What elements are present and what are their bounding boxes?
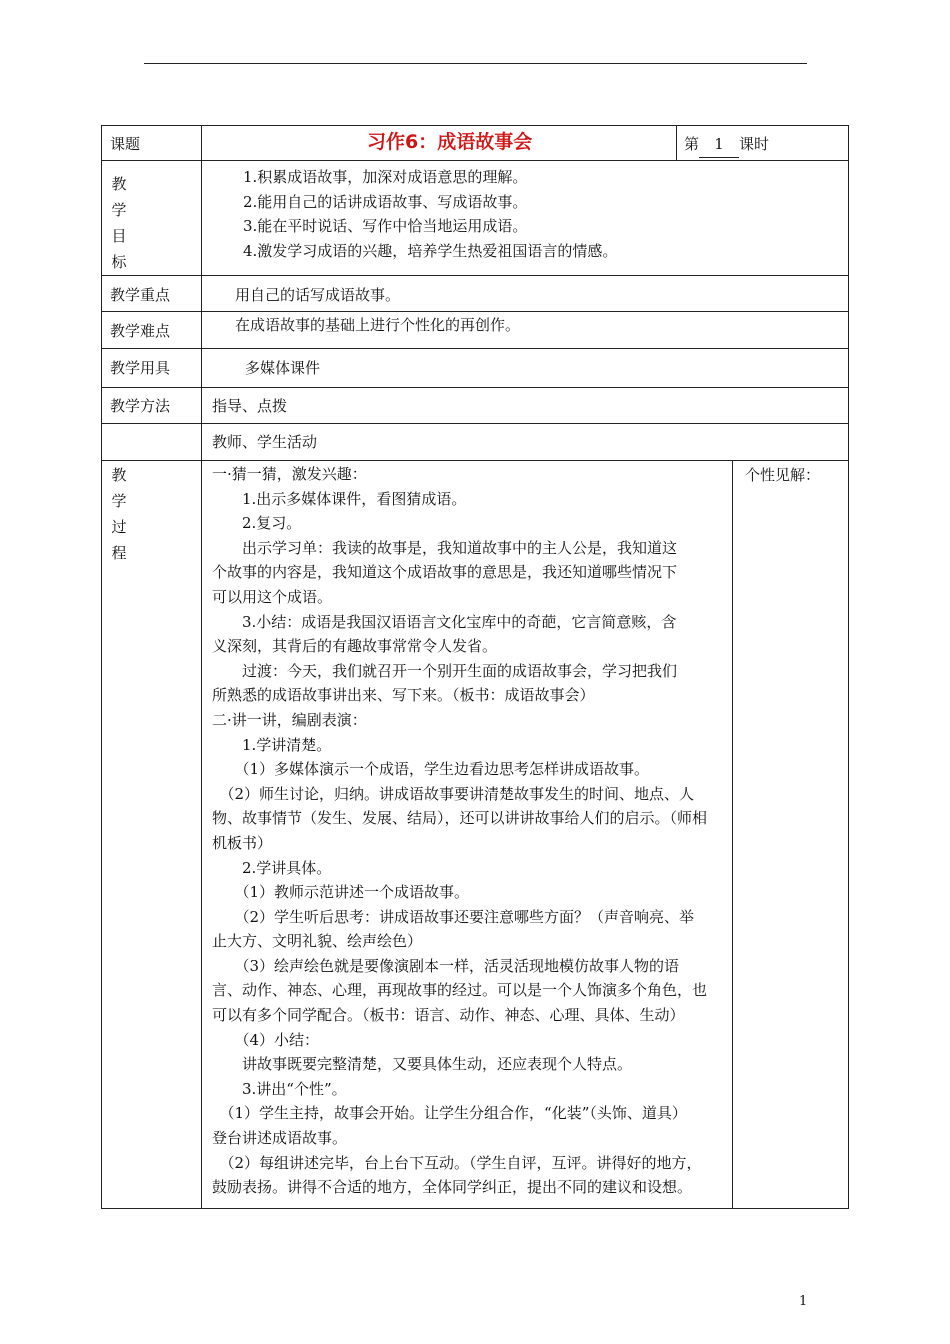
header-rule bbox=[144, 63, 807, 64]
objective-item: 4.激发学习成语的兴趣，培养学生热爱祖国语言的情感。 bbox=[243, 241, 618, 260]
row-divider bbox=[102, 387, 848, 388]
row-divider bbox=[102, 460, 848, 461]
notes-label: 个性见解： bbox=[745, 466, 821, 484]
period-info bbox=[684, 132, 769, 158]
row-divider bbox=[102, 160, 848, 161]
method-value: 指导、点拨 bbox=[212, 397, 288, 415]
row-divider bbox=[102, 423, 848, 424]
objective-item: 2.能用自己的话讲成语故事、写成语故事。 bbox=[243, 192, 528, 211]
objective-item: 3.能在平时说话、写作中恰当地运用成语。 bbox=[243, 217, 528, 236]
tools-label: 教学用具 bbox=[110, 359, 171, 377]
period-suffix: 课时 bbox=[739, 135, 770, 153]
period-column-divider bbox=[676, 126, 677, 160]
page-number: 1 bbox=[799, 1294, 808, 1309]
key-point-value: 用自己的话写成语故事。 bbox=[235, 286, 401, 304]
objectives-label: 教 学 目 标 bbox=[111, 175, 127, 271]
difficulty-value: 在成语故事的基础上进行个性化的再创作。 bbox=[235, 316, 521, 334]
period-prefix: 第 bbox=[684, 135, 700, 153]
lesson-title: 习作6：成语故事会 bbox=[367, 131, 533, 153]
row-divider bbox=[102, 275, 848, 276]
tools-value: 多媒体课件 bbox=[245, 359, 321, 377]
period-number: 1 bbox=[699, 132, 739, 158]
lesson-plan-table bbox=[101, 125, 849, 1209]
method-label: 教学方法 bbox=[110, 397, 171, 415]
topic-label: 课题 bbox=[110, 135, 141, 153]
process-label: 教 学 过 程 bbox=[111, 466, 127, 562]
label-column-divider bbox=[201, 126, 202, 1208]
objective-item: 1.积累成语故事，加深对成语意思的理解。 bbox=[243, 168, 528, 186]
row-divider bbox=[102, 348, 848, 349]
notes-column-divider bbox=[732, 460, 733, 1208]
key-point-label: 教学重点 bbox=[110, 286, 171, 304]
objectives-list bbox=[243, 165, 617, 263]
row-divider bbox=[102, 311, 848, 312]
process-content: 一·猜一猜，激发兴趣： 1.出示多媒体课件，看图猜成语。 2.复习。 出示学习单：我读的故事是，我知道故事中的主人公是，我知道这 个故事的内容是，我知道这个成语故事的意思是，我还知道哪些情况下 可以用这个成语。 3.小结：成语是我国汉语语言文化宝库中的奇葩，它言简意赅，含 义深刻，其背后的有趣故事常常令人发省。 过渡：今天，我们就召开一个别开生面的成语故事会，学习把我们 所熟悉的成语故事讲出来、写下来。（板书：成语故事会） 二·讲一讲，编剧表演： 1.学讲清楚。 （1）多媒体演示一个成语，学生边看边思考怎样讲成语故事。 （2）师生讨论，归纳。讲成语故事要讲清楚故事发生的时间、地点、人 物、故事情节（发生、发展、结局），还可以讲讲故事给人们的启示。（师相 机板书） 2.学讲具体。 （1）教师示范讲述一个成语故事。 （2）学生听后思考：讲成语故事还要注意哪些方面？（声音响亮、举 止大方、文明礼貌、绘声绘色） （3）绘声绘色就是要像演剧本一样，活灵活现地模仿故事人物的语 言、动作、神态、心理，再现故事的经过。可以是一个人饰演多个角色，也 可以有多个同学配合。（板书：语言、动作、神态、心理、具体、生动） （4）小结： 讲故事既要完整清楚，又要具体生动，还应表现个人特点。 3.讲出“个性”。 （1）学生主持，故事会开始。让学生分组合作，“化装”（头饰、道具） 登台讲述成语故事。 （2）每组讲述完毕，台上台下互动。（学生自评，互评。讲得好的地方， 鼓励表扬。讲得不合适的地方，全体同学纠正，提出不同的建议和设想。 bbox=[212, 465, 708, 1197]
difficulty-label: 教学难点 bbox=[110, 322, 171, 340]
activity-header: 教师、学生活动 bbox=[212, 433, 318, 451]
